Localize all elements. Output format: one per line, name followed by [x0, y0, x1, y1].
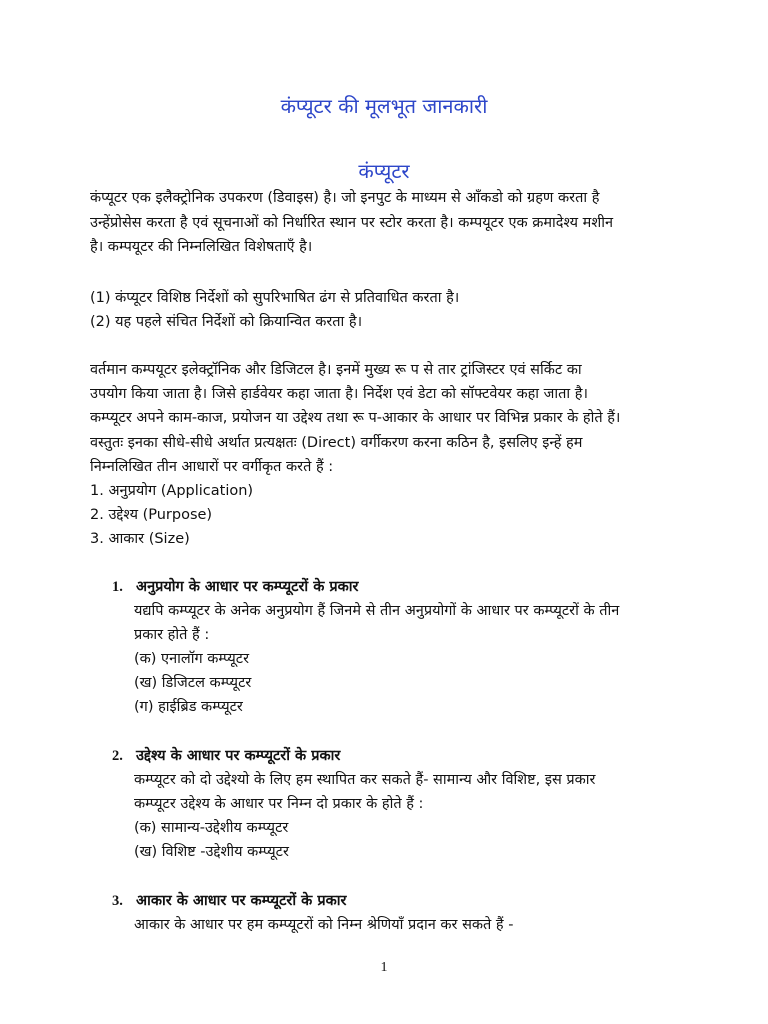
page-title: कंप्यूटर की मूलभूत जानकारी — [280, 94, 488, 118]
body-line: वस्तुतः इनका सीधे-सीधे अर्थात प्रत्यक्षतः (Direct) वर्गीकरण करना कठिन है, इसलिए इन्हें हम — [90, 435, 583, 451]
section-number: 3. — [112, 893, 123, 909]
page-number: 1 — [380, 960, 388, 975]
body-line: कम्प्यूटर अपने काम-काज, प्रयोजन या उद्देश्य तथा रू प-आकार के आधार पर विभिन्न प्रकार के होते हैं। — [90, 410, 621, 426]
section-heading — [112, 577, 358, 597]
intro-line: कंप्यूटर एक इलैक्ट्रोनिक उपकरण (डिवाइस) है। जो इनपुट के माध्यम से आँकडो को ग्रहण करता है — [90, 190, 600, 206]
section-heading-text: आकार के आधार पर कम्प्यूटरों के प्रकार — [136, 893, 347, 909]
list-item: (ख) विशिष्ट -उद्देशीय कम्प्यूटर — [134, 844, 289, 860]
section-text: कम्प्यूटर उद्देश्य के आधार पर निम्न दो प्रकार के होते हैं : — [134, 796, 424, 812]
body-line: उपयोग किया जाता है। जिसे हार्डवेयर कहा जाता है। निर्देश एवं डेटा को सॉफ्टवेयर कहा जाता है। — [90, 386, 588, 402]
body-line: वर्तमान कम्पयूटर इलेक्ट्रॉनिक और डिजिटल है। इनमें मुख्य रू प से तार ट्रांजिस्टर एवं सर्किट का — [90, 362, 582, 378]
section-text: यद्यपि कम्प्यूटर के अनेक अनुप्रयोग हैं जिनमे से तीन अनुप्रयोगों के आधार पर कम्प्यूटरों के तीन — [134, 603, 620, 619]
feature-line: (2) यह पहले संचित निर्देशों को क्रियान्वित करता है। — [90, 314, 363, 330]
section-heading-text: उद्देश्य के आधार पर कम्प्यूटरों के प्रकार — [136, 748, 341, 764]
section-number: 1. — [112, 579, 123, 595]
section-text: कम्प्यूटर को दो उद्देश्यो के लिए हम स्थापित कर सकते हैं- सामान्य और विशिष्ट, इस प्रकार — [134, 772, 596, 788]
section-heading — [112, 746, 340, 766]
list-item: (क) एनालॉग कम्प्यूटर — [134, 651, 250, 667]
body-line: निम्नलिखित तीन आधारों पर वर्गीकृत करते हैं : — [90, 459, 334, 475]
list-item: (क) सामान्य-उद्देशीय कम्प्यूटर — [134, 820, 289, 836]
intro-line: है। कम्पयूटर की निम्नलिखित विशेषताएँ है। — [90, 239, 313, 255]
section-number: 2. — [112, 748, 123, 764]
basis-item: 3. आकार (Size) — [90, 531, 190, 547]
feature-line: (1) कंप्यूटर विशिष्ठ निर्देशों को सुपरिभाषित ढंग से प्रतिवाधित करता है। — [90, 290, 460, 306]
intro-line: उन्हेंप्रोसेस करता है एवं सूचनाओं को निर्धारित स्थान पर स्टोर करता है। कम्पयूटर एक क्रमादेश्य मशीन — [90, 215, 614, 231]
section-heading — [112, 891, 346, 911]
list-item: (ग) हाईब्रिड कम्प्यूटर — [134, 699, 243, 715]
section-heading-text: अनुप्रयोग के आधार पर कम्प्यूटरों के प्रकार — [136, 579, 359, 595]
section-title: कंप्यूटर — [358, 159, 410, 183]
section-text: आकार के आधार पर हम कम्प्यूटरों को निम्न श्रेणियाँ प्रदान कर सकते हैं - — [134, 917, 514, 933]
list-item: (ख) डिजिटल कम्प्यूटर — [134, 675, 252, 691]
section-text: प्रकार होते हैं : — [134, 627, 210, 643]
basis-item: 2. उद्देश्य (Purpose) — [90, 507, 213, 523]
basis-item: 1. अनुप्रयोग (Application) — [90, 483, 254, 499]
